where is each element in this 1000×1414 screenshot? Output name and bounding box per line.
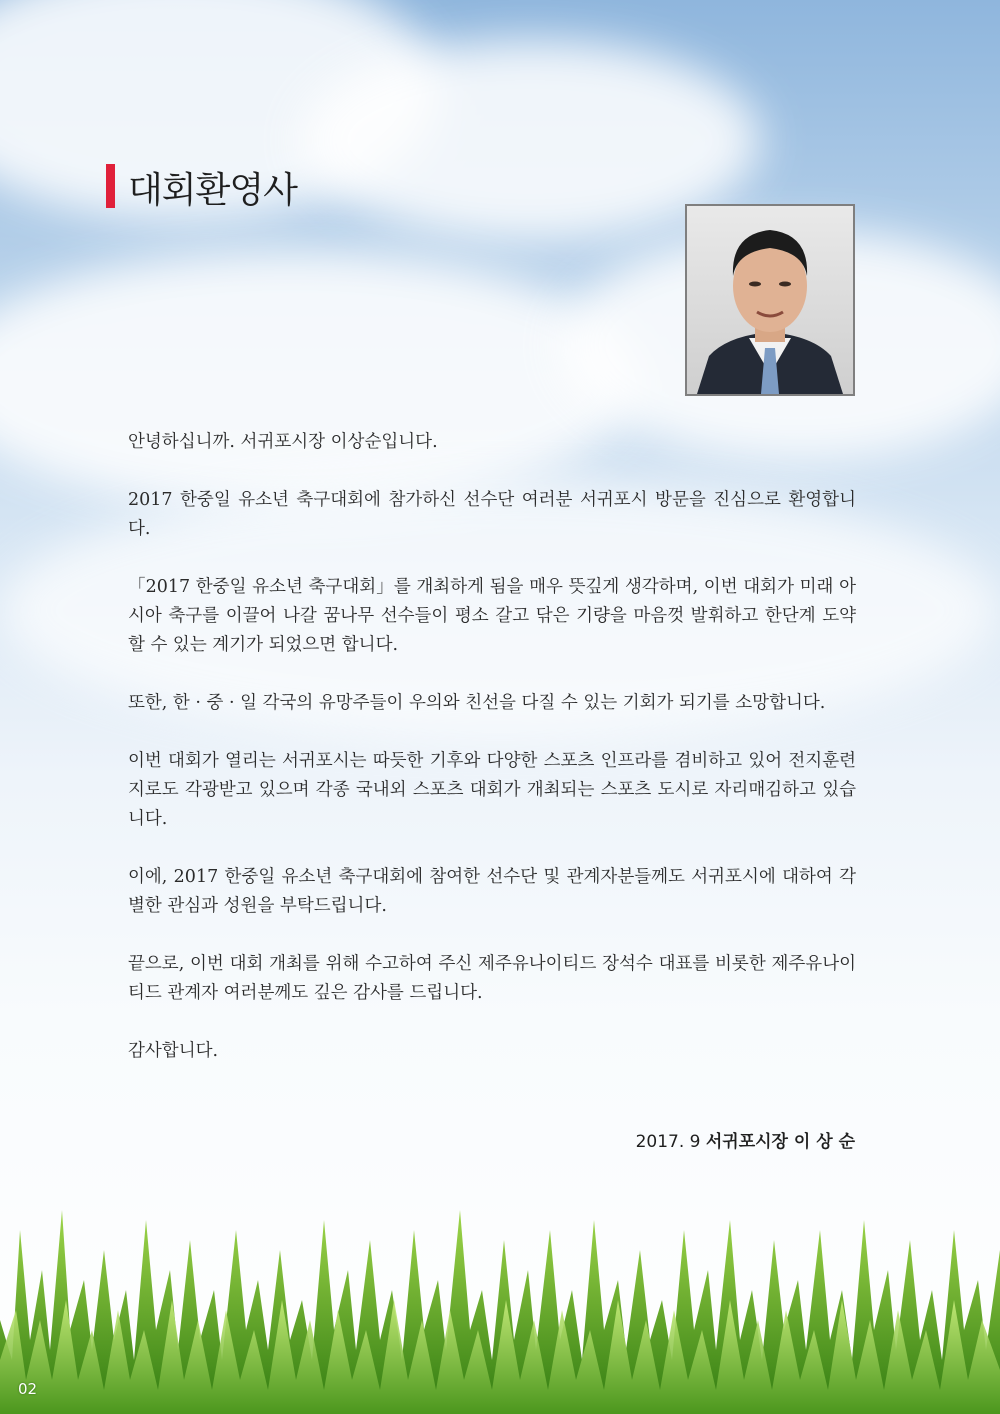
page-title: 대회환영사 — [128, 170, 297, 211]
paragraph-request: 이에, 2017 한중일 유소년 축구대회에 참여한 선수단 및 관계자분들께도 서귀포시에 대하여 각별한 관심과 성원을 부탁드립니다. — [128, 867, 856, 916]
paragraph-significance: 「2017 한중일 유소년 축구대회」를 개최하게 됨을 매우 뜻깊게 생각하며, 이번 대회가 미래 아시아 축구를 이끌어 나갈 꿈나무 선수들이 평소 갈고 닦은 기량을 마음껏 발휘하고 한단계 도약할 수 있는 계기가 되었으면 합니다. — [128, 577, 856, 655]
paragraph-closing: 감사합니다. — [128, 1041, 219, 1061]
grass-decoration — [0, 1190, 1000, 1414]
portrait-illustration — [687, 206, 853, 394]
paragraph-greeting: 안녕하십니까. 서귀포시장 이상순입니다. — [128, 432, 438, 452]
paragraph-hope: 또한, 한 · 중 · 일 각국의 유망주들이 우의와 친선을 다질 수 있는 기회가 되기를 소망합니다. — [128, 693, 826, 713]
paragraph-welcome: 2017 한중일 유소년 축구대회에 참가하신 선수단 여러분 서귀포시 방문을 진심으로 환영합니다. — [128, 490, 856, 539]
welcome-message — [128, 428, 856, 1095]
paragraph-thanks-organizers: 끝으로, 이번 대회 개최를 위해 수고하여 주신 제주유나이티드 장석수 대표를 비롯한 제주유나이티드 관계자 여러분께도 깊은 감사를 드립니다. — [128, 954, 856, 1003]
signature-name: 서귀포시장 이 상 순 — [705, 1132, 855, 1152]
page-number: 02 — [18, 1380, 38, 1398]
title-accent-bar — [106, 164, 115, 208]
signature — [636, 1127, 855, 1152]
portrait-photo — [685, 204, 855, 396]
paragraph-city-intro: 이번 대회가 열리는 서귀포시는 따듯한 기후와 다양한 스포츠 인프라를 겸비하고 있어 전지훈련지로도 각광받고 있으며 각종 국내외 스포츠 대회가 개최되는 스포츠 도시로 자리매김하고 있습니다. — [128, 751, 856, 829]
signature-date: 2017. 9 — [635, 1132, 701, 1152]
